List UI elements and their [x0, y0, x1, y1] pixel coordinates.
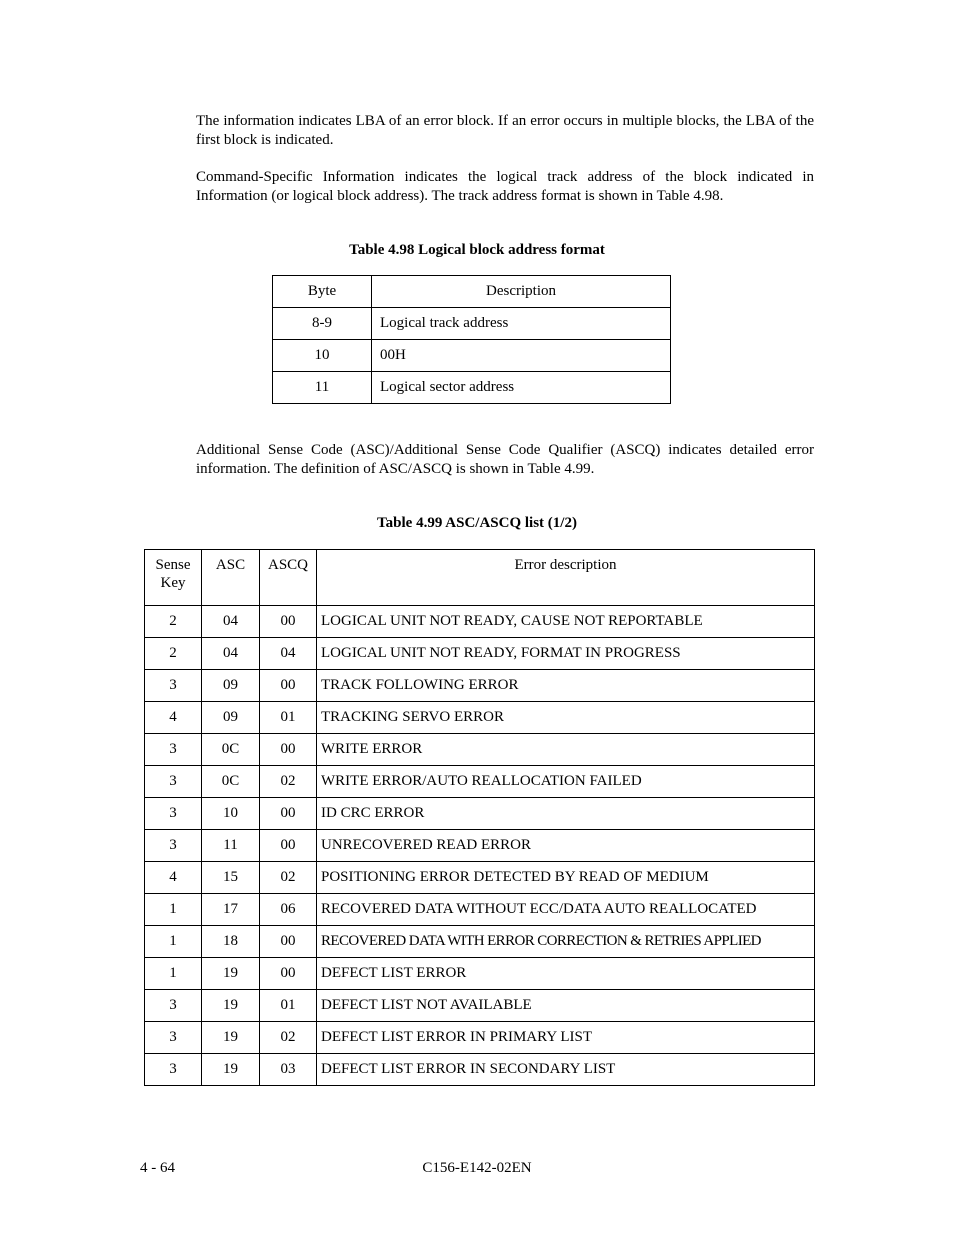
cell-ascq: 00 — [260, 606, 317, 638]
cell-sense-key: 3 — [145, 766, 202, 798]
cell-ascq: 00 — [260, 798, 317, 830]
cell-error-description: RECOVERED DATA WITH ERROR CORRECTION & RETRIES APPLIED — [317, 926, 815, 958]
cell-ascq: 01 — [260, 702, 317, 734]
table-header-row — [273, 276, 671, 308]
header-byte: Byte — [273, 276, 372, 308]
document-code: C156-E142-02EN — [422, 1160, 532, 1176]
paragraph-asc-ascq-info: Additional Sense Code (ASC)/Additional Sense Code Qualifier (ASCQ) indicates detailed error information. The definition of ASC/ASCQ is shown in Table 4.99. — [196, 442, 814, 477]
cell-asc: 04 — [202, 606, 260, 638]
cell-ascq: 00 — [260, 670, 317, 702]
cell-error-description: WRITE ERROR — [317, 734, 815, 766]
cell-ascq: 00 — [260, 830, 317, 862]
cell-ascq: 04 — [260, 638, 317, 670]
cell-sense-key: 3 — [145, 990, 202, 1022]
page-number: 4 - 64 — [140, 1160, 175, 1176]
cell-asc: 19 — [202, 958, 260, 990]
table-row — [145, 798, 815, 830]
header-description: Description — [372, 276, 671, 308]
table-row — [145, 638, 815, 670]
cell-sense-key: 3 — [145, 798, 202, 830]
cell-error-description: ID CRC ERROR — [317, 798, 815, 830]
cell-ascq: 00 — [260, 734, 317, 766]
cell-error-description: DEFECT LIST ERROR IN PRIMARY LIST — [317, 1022, 815, 1054]
cell-error-description: RECOVERED DATA WITHOUT ECC/DATA AUTO REALLOCATED — [317, 894, 815, 926]
cell-error-description: LOGICAL UNIT NOT READY, FORMAT IN PROGRESS — [317, 638, 815, 670]
cell-ascq: 00 — [260, 926, 317, 958]
cell-error-description: DEFECT LIST ERROR IN SECONDARY LIST — [317, 1054, 815, 1086]
cell-error-description: TRACK FOLLOWING ERROR — [317, 670, 815, 702]
cell-sense-key: 1 — [145, 958, 202, 990]
logical-block-address-table — [272, 275, 671, 404]
header-asc: ASC — [202, 550, 260, 606]
cell-sense-key: 3 — [145, 670, 202, 702]
cell-byte: 10 — [273, 340, 372, 372]
cell-description: Logical track address — [372, 308, 671, 340]
header-ascq: ASCQ — [260, 550, 317, 606]
header-sense-key: Sense Key — [145, 550, 202, 606]
table-row — [145, 734, 815, 766]
cell-asc: 15 — [202, 862, 260, 894]
cell-asc: 09 — [202, 670, 260, 702]
cell-error-description: WRITE ERROR/AUTO REALLOCATION FAILED — [317, 766, 815, 798]
table-row — [145, 990, 815, 1022]
cell-error-description: POSITIONING ERROR DETECTED BY READ OF MEDIUM — [317, 862, 815, 894]
cell-error-description: DEFECT LIST ERROR — [317, 958, 815, 990]
table-row — [273, 308, 671, 340]
cell-ascq: 02 — [260, 862, 317, 894]
cell-ascq: 02 — [260, 766, 317, 798]
table-row — [145, 862, 815, 894]
table-row — [145, 894, 815, 926]
cell-sense-key: 3 — [145, 734, 202, 766]
cell-sense-key: 4 — [145, 862, 202, 894]
cell-error-description: LOGICAL UNIT NOT READY, CAUSE NOT REPORTABLE — [317, 606, 815, 638]
cell-error-description: UNRECOVERED READ ERROR — [317, 830, 815, 862]
cell-ascq: 00 — [260, 958, 317, 990]
table-row — [145, 1022, 815, 1054]
cell-error-description: DEFECT LIST NOT AVAILABLE — [317, 990, 815, 1022]
cell-sense-key: 3 — [145, 830, 202, 862]
cell-asc: 04 — [202, 638, 260, 670]
table-row — [273, 340, 671, 372]
cell-byte: 11 — [273, 372, 372, 404]
cell-asc: 19 — [202, 1054, 260, 1086]
cell-error-description: TRACKING SERVO ERROR — [317, 702, 815, 734]
table-row — [145, 926, 815, 958]
table-row — [145, 766, 815, 798]
cell-asc: 0C — [202, 766, 260, 798]
cell-asc: 0C — [202, 734, 260, 766]
cell-sense-key: 2 — [145, 638, 202, 670]
paragraph-lba-info: The information indicates LBA of an error block. If an error occurs in multiple blocks, the LBA of the first block is indicated. — [196, 113, 814, 148]
table-row — [145, 1054, 815, 1086]
cell-asc: 18 — [202, 926, 260, 958]
cell-description: 00H — [372, 340, 671, 372]
table-row — [145, 958, 815, 990]
table-98-caption: Table 4.98 Logical block address format — [349, 242, 605, 258]
table-row — [273, 372, 671, 404]
cell-description: Logical sector address — [372, 372, 671, 404]
cell-byte: 8-9 — [273, 308, 372, 340]
table-row — [145, 702, 815, 734]
header-error-description: Error description — [317, 550, 815, 606]
cell-asc: 17 — [202, 894, 260, 926]
cell-asc: 19 — [202, 990, 260, 1022]
cell-asc: 09 — [202, 702, 260, 734]
cell-sense-key: 2 — [145, 606, 202, 638]
table-row — [145, 606, 815, 638]
table-row — [145, 830, 815, 862]
cell-sense-key: 1 — [145, 894, 202, 926]
cell-sense-key: 4 — [145, 702, 202, 734]
cell-sense-key: 1 — [145, 926, 202, 958]
cell-asc: 11 — [202, 830, 260, 862]
paragraph-command-specific-info: Command-Specific Information indicates the logical track address of the block indicated in Information (or logical block address). The track address format is shown in Table 4.98. — [196, 169, 814, 204]
table-header-row — [145, 550, 815, 606]
table-row — [145, 670, 815, 702]
asc-ascq-table — [144, 549, 815, 1086]
cell-asc: 10 — [202, 798, 260, 830]
cell-sense-key: 3 — [145, 1022, 202, 1054]
cell-ascq: 02 — [260, 1022, 317, 1054]
cell-asc: 19 — [202, 1022, 260, 1054]
table-99-caption: Table 4.99 ASC/ASCQ list (1/2) — [377, 515, 577, 531]
cell-ascq: 06 — [260, 894, 317, 926]
cell-ascq: 03 — [260, 1054, 317, 1086]
cell-sense-key: 3 — [145, 1054, 202, 1086]
cell-ascq: 01 — [260, 990, 317, 1022]
